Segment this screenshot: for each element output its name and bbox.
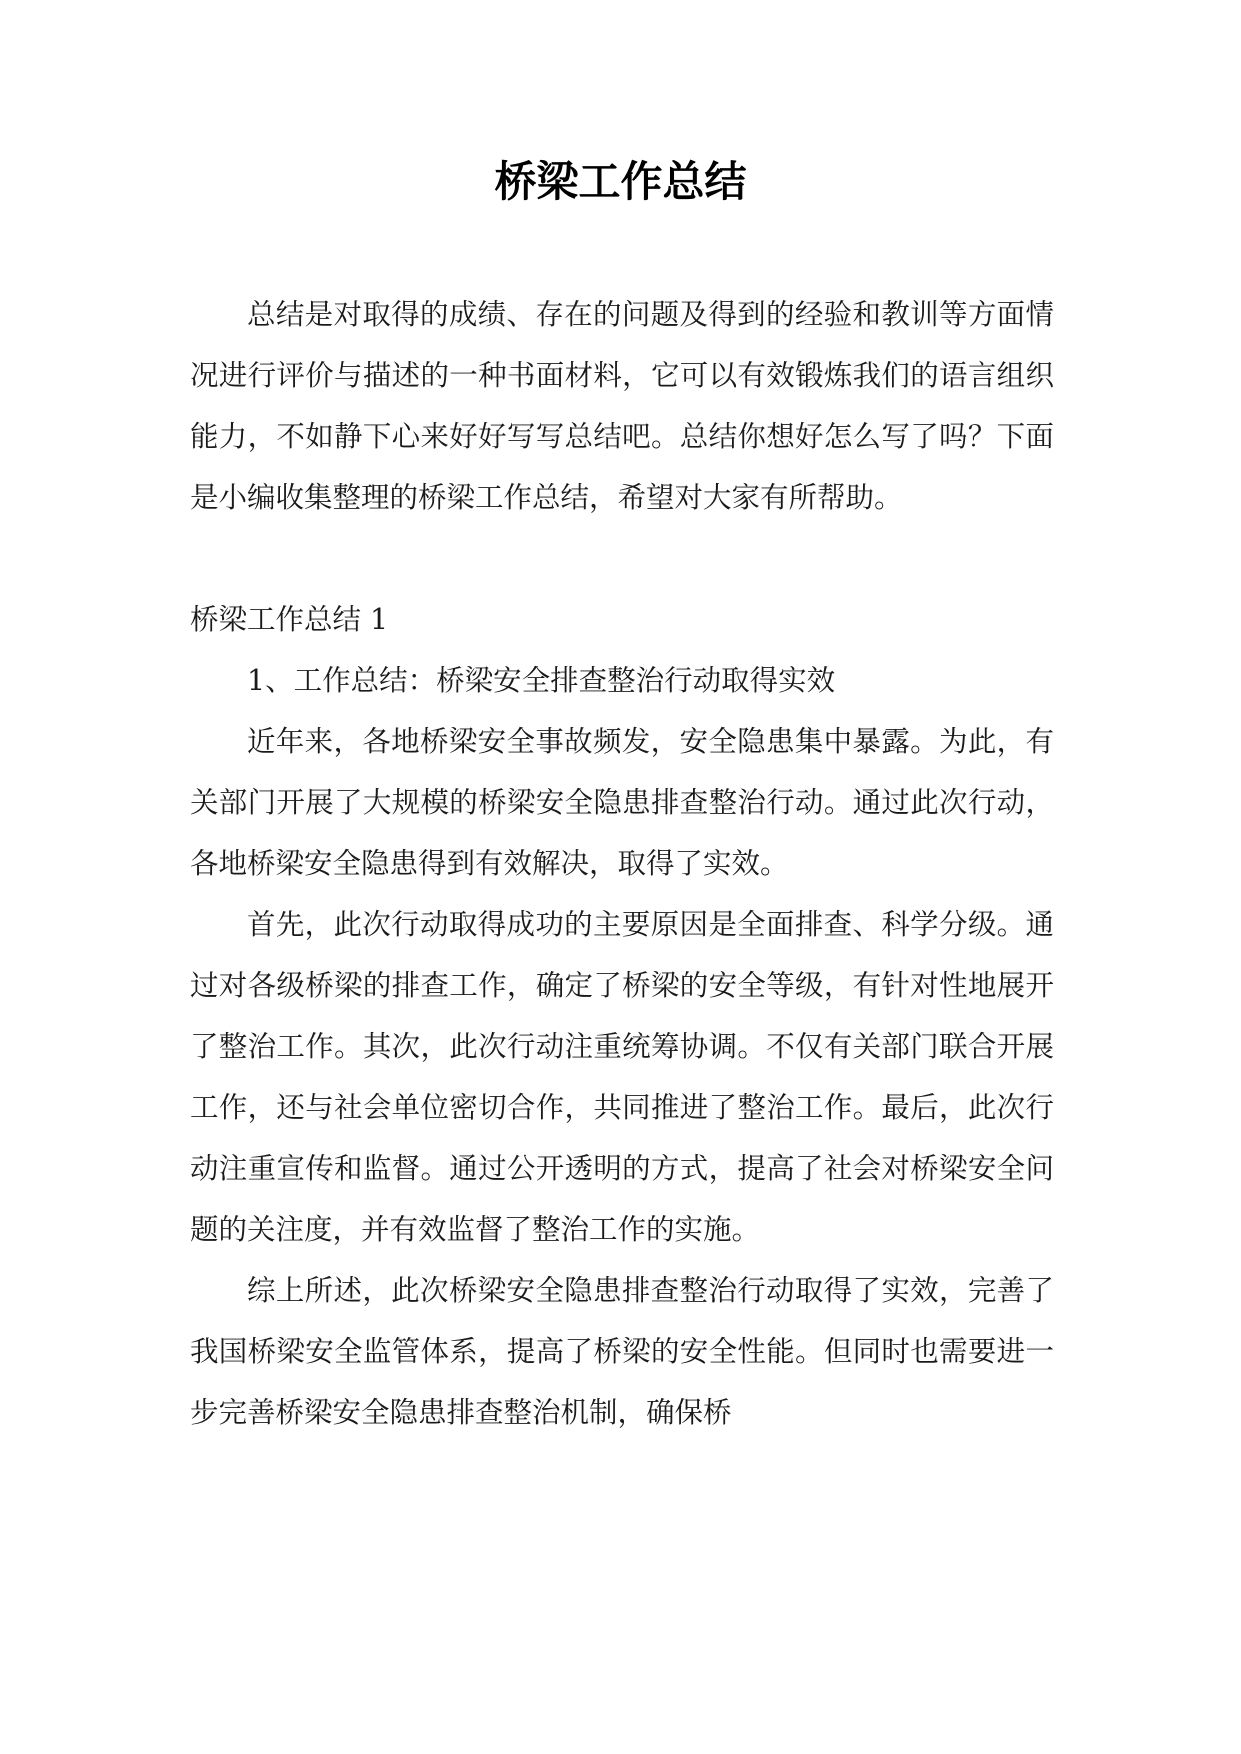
body-paragraph: 近年来，各地桥梁安全事故频发，安全隐患集中暴露。为此，有关部门开展了大规模的桥梁安全隐患排查整治行动。通过此次行动，各地桥梁安全隐患得到有效解决，取得了实效。 [190, 725, 1054, 880]
subsection-heading: 1、工作总结：桥梁安全排查整治行动取得实效 [247, 664, 836, 697]
document-body [190, 284, 1054, 1443]
body-paragraph: 首先，此次行动取得成功的主要原因是全面排查、科学分级。通过对各级桥梁的排查工作，确定了桥梁的安全等级，有针对性地展开了整治工作。其次，此次行动注重统筹协调。不仅有关部门联合开展工作，还与社会单位密切合作，共同推进了整治工作。最后，此次行动注重宣传和监督。通过公开透明的方式，提高了社会对桥梁安全问题的关注度，并有效监督了整治工作的实施。 [190, 908, 1054, 1246]
intro-paragraph: 总结是对取得的成绩、存在的问题及得到的经验和教训等方面情况进行评价与描述的一种书面材料，它可以有效锻炼我们的语言组织能力，不如静下心来好好写写总结吧。总结你想好怎么写了吗？下面是小编收集整理的桥梁工作总结，希望对大家有所帮助。 [190, 298, 1054, 514]
section-heading: 桥梁工作总结 1 [190, 603, 389, 636]
body-paragraph: 综上所述，此次桥梁安全隐患排查整治行动取得了实效，完善了我国桥梁安全监管体系，提高了桥梁的安全性能。但同时也需要进一步完善桥梁安全隐患排查整治机制，确保桥 [190, 1274, 1054, 1429]
document-title: 桥梁工作总结 [494, 157, 747, 206]
